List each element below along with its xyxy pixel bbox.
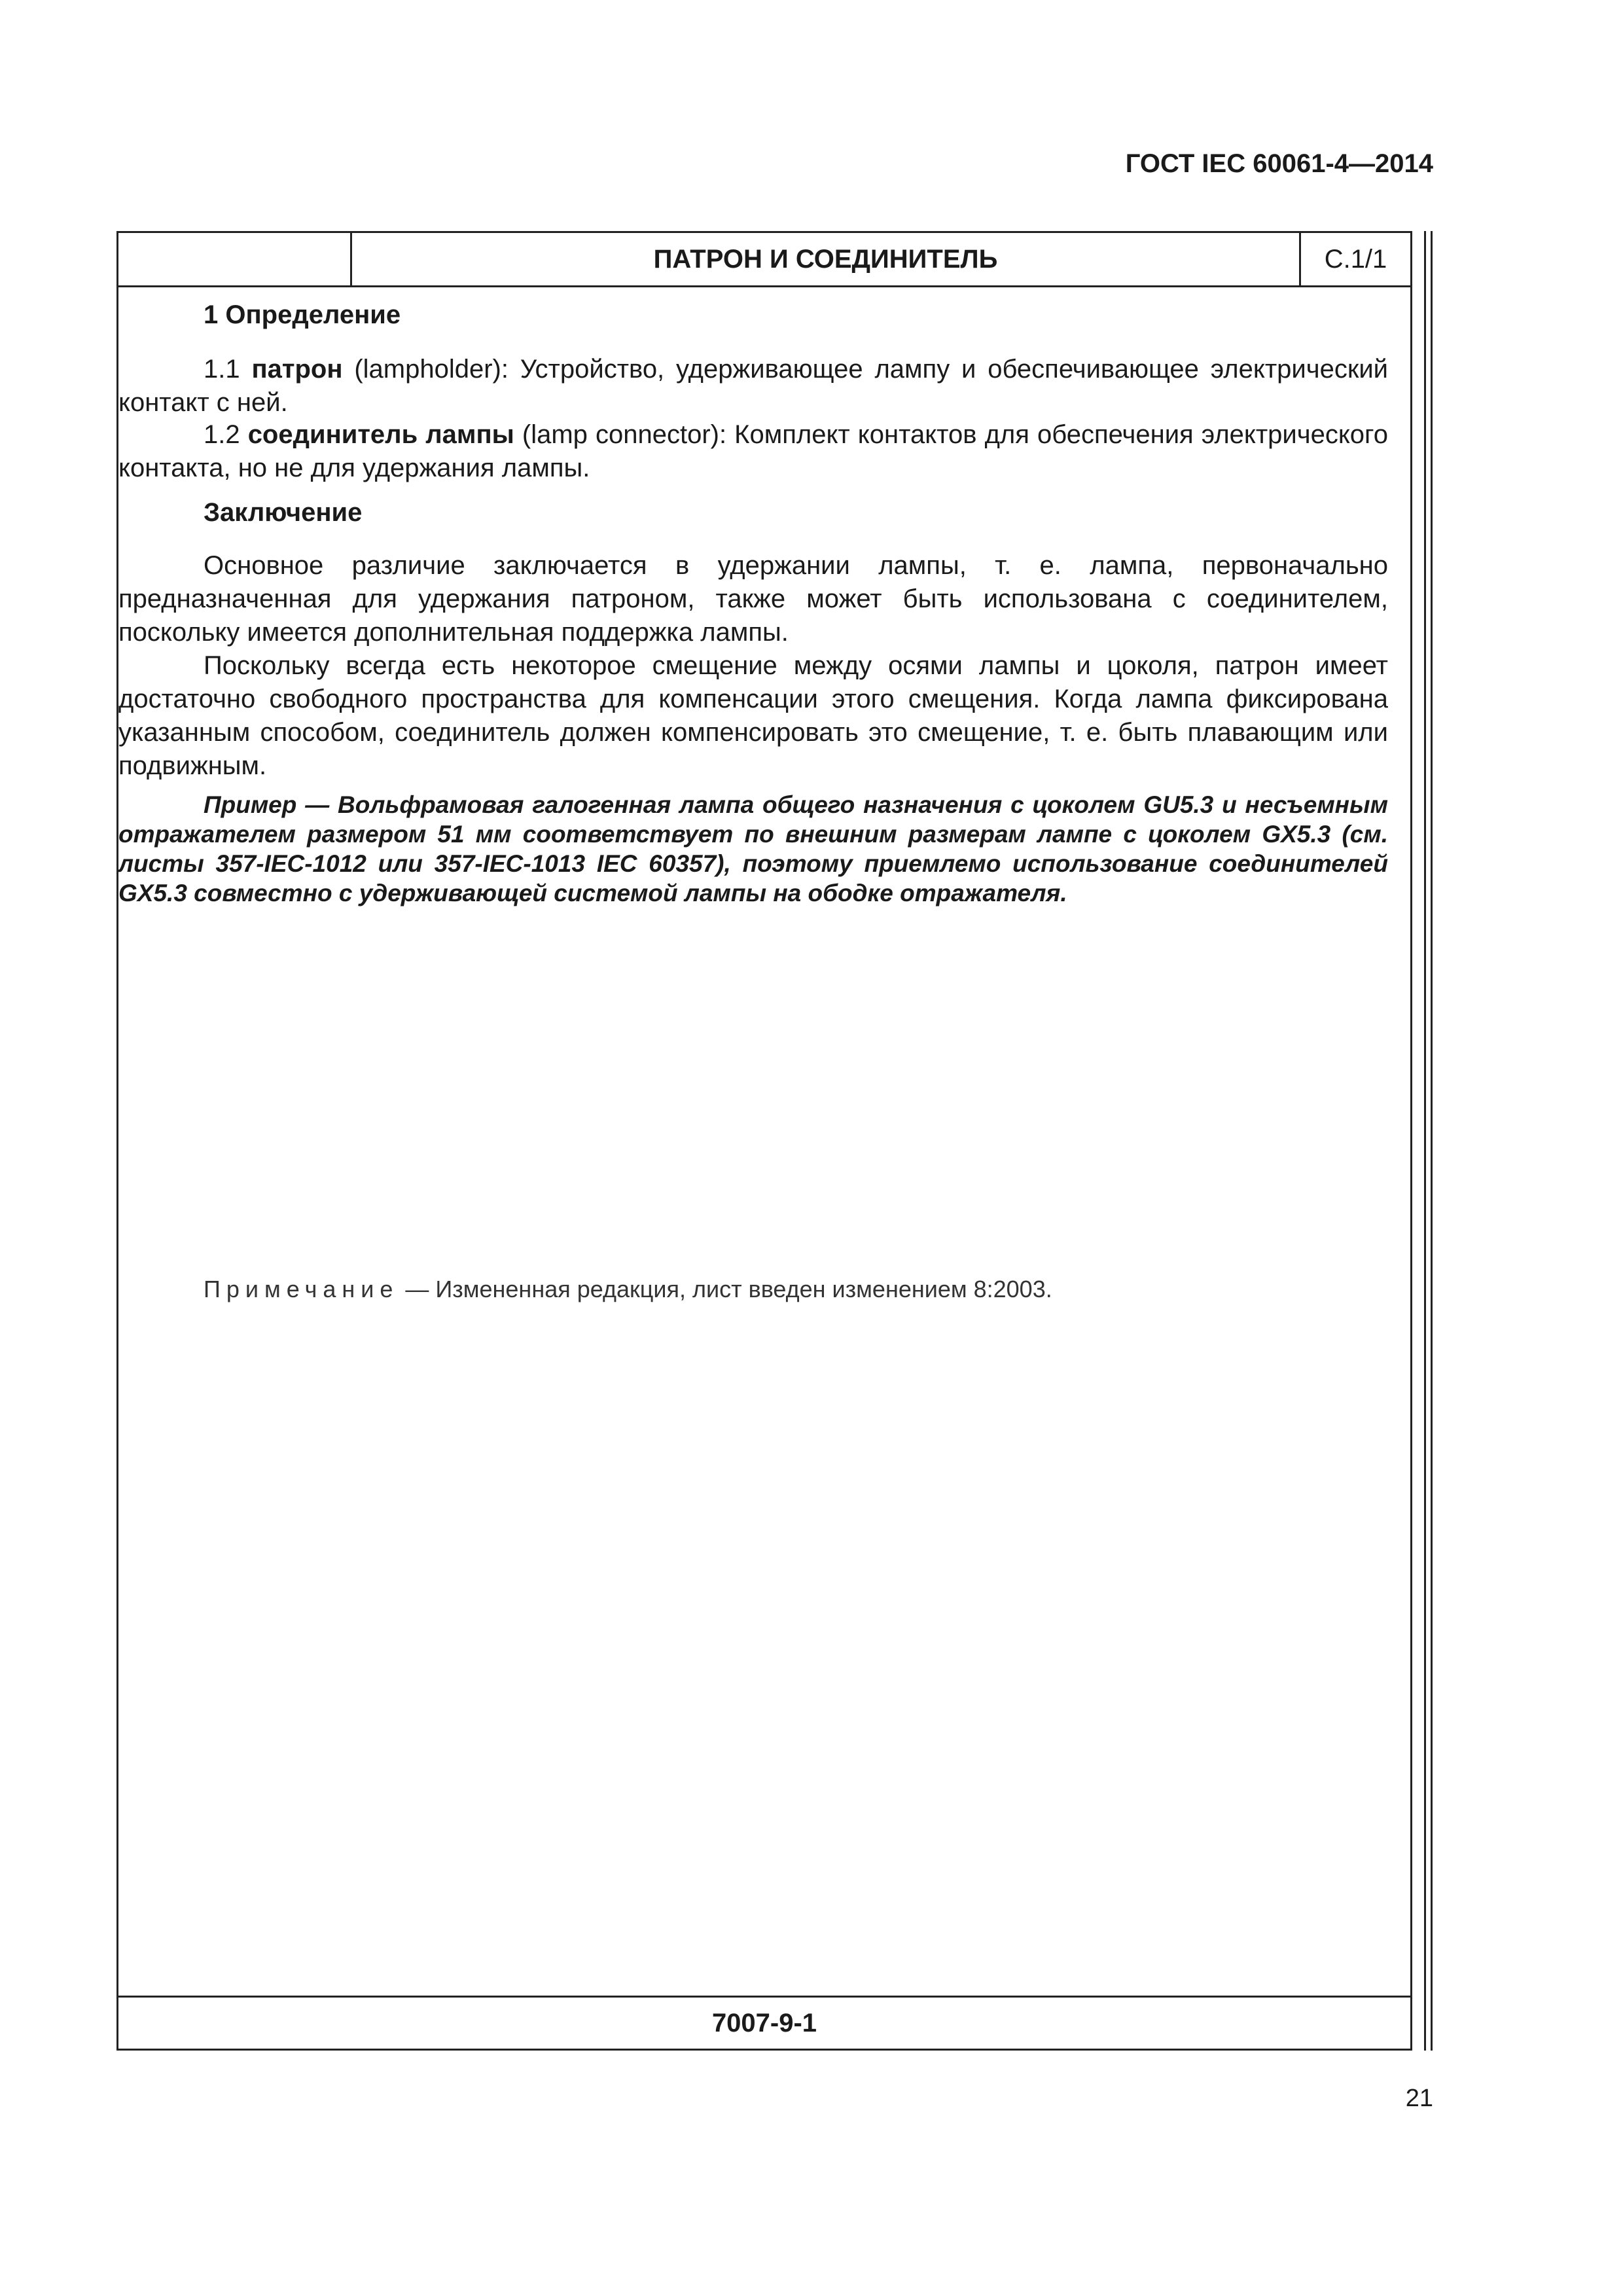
- margin-rule-1: [1424, 231, 1426, 2051]
- conclusion-heading: Заключение: [204, 498, 363, 527]
- example-text: Пример — Вольфрамовая галогенная лампа общего назначения с цоколем GU5.3 и несъемным отражателем размером 51 мм соответствует по внешним размерам лампе с цоколем GX5.3 (см. листы 357-IEC-1012 или 357-IEC-1013 IEC 60357), поэтому приемлемо использование соединителей GX5.3 совместно с удерживающей системой лампы на ободке отражателя.: [118, 791, 1388, 906]
- definition-1-term: патрон: [251, 355, 343, 384]
- definition-1-text: (lampholder): Устройство, удерживающее лампу и обеспечивающее электрический контакт с ней.: [118, 355, 1389, 417]
- margin-rule-2: [1431, 231, 1433, 2051]
- sheet-title: ПАТРОН И СОЕДИНИТЕЛЬ: [352, 233, 1301, 285]
- sheet-title-row: [118, 233, 1410, 287]
- definition-2: [118, 418, 1401, 485]
- page-number: 21: [1405, 2085, 1433, 2112]
- note: [204, 1276, 1052, 1303]
- conclusion-paragraph-2: Поскольку всегда есть некоторое смещение между осями лампы и цоколя, патрон имеет достаточно свободного пространства для компенсации этого смещения. Когда лампа фиксирована указанным способом, соединитель должен компенсировать это смещение, т. е. быть плавающим или подвижным.: [118, 651, 1388, 780]
- definition-2-number: 1.2: [204, 420, 248, 449]
- note-label: Примечание: [204, 1276, 399, 1302]
- note-text: — Измененная редакция, лист введен изменением 8:2003.: [399, 1276, 1052, 1302]
- definition-1-number: 1.1: [204, 355, 252, 384]
- sheet-number: 7007-9-1: [118, 1996, 1410, 2049]
- standard-header: ГОСТ IEC 60061-4—2014: [1125, 149, 1433, 178]
- sheet-code: C.1/1: [1324, 244, 1387, 274]
- definition-2-text: (lamp connector): Комплект контактов для обеспечения электрического контакта, но не для удержания лампы.: [118, 420, 1389, 482]
- conclusion-paragraph-1: Основное различие заключается в удержании лампы, т. е. лампа, первоначально предназначенная для удержания патроном, также может быть использована с соединителем, поскольку имеется дополнительная поддержка лампы.: [118, 551, 1388, 647]
- sheet-frame: [116, 231, 1412, 2051]
- definition-heading: 1 Определение: [204, 300, 401, 329]
- definition-2-term: соединитель лампы: [247, 420, 514, 449]
- definition-1: [118, 353, 1401, 420]
- title-empty-cell: [118, 233, 352, 285]
